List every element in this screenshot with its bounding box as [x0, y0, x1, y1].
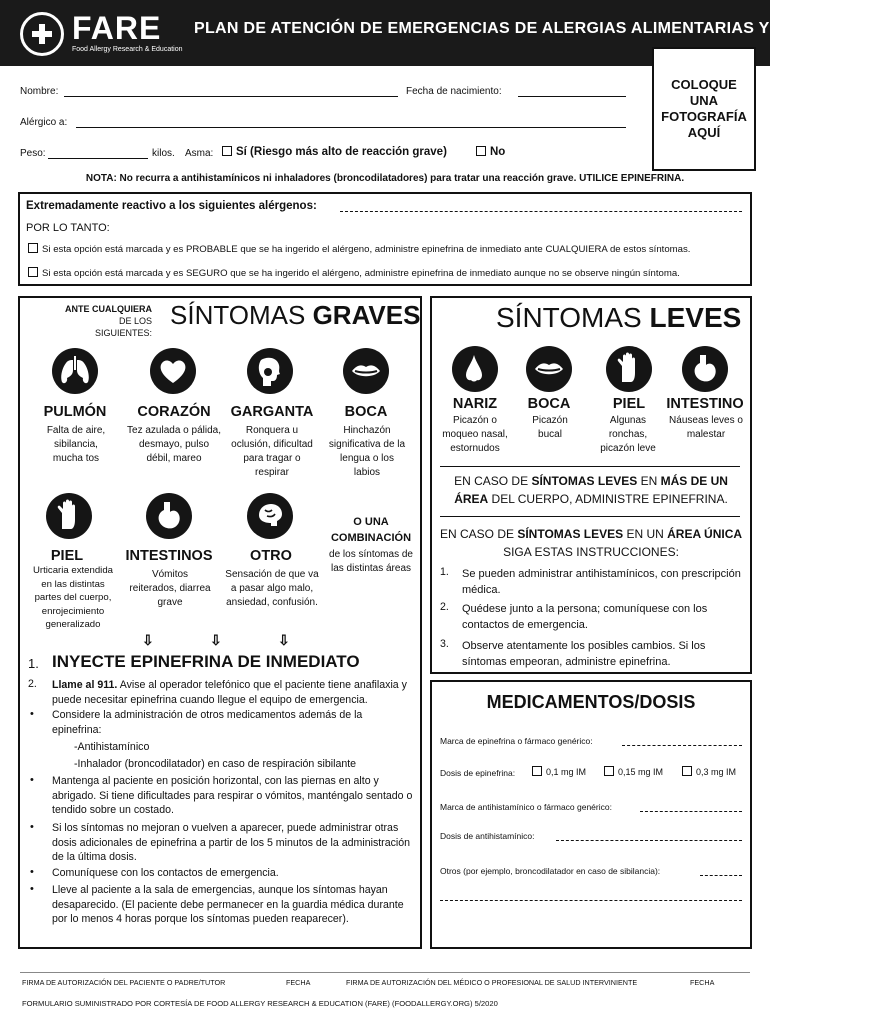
combination-desc: de los síntomas de las distintas áreas [329, 549, 413, 574]
mild-title: SÍNTOMAS LEVES [496, 302, 742, 333]
asthma-yes-option[interactable]: Sí (Riesgo más alto de reacción grave) [222, 146, 447, 158]
mild-step-antihistamine: Se pueden administrar antihistamínicos, con prescripción médica. [462, 568, 741, 596]
option-certain-checkbox[interactable] [28, 267, 38, 277]
other-meds-field[interactable] [700, 875, 742, 876]
combination-heading: O UNA COMBINACIÓN [330, 516, 412, 544]
mouth-icon [526, 346, 572, 392]
name-field[interactable] [64, 96, 398, 97]
allergic-label: Alérgico a: [20, 117, 68, 128]
severe-mouth-desc: Hinchazón significativa de la lengua o los labios [328, 425, 406, 478]
step2-call: Llame al 911. Avise al operador telefónico que el paciente tiene anafilaxia y puede necesitar epinefrina cuando llegue el equipo de emergencia. [52, 679, 407, 706]
arrow-down-icon: ⇩ [142, 632, 154, 648]
bullet-consider: Considere la administración de otros medicamentos además de la epinefrina: [52, 709, 363, 736]
antihist-dose-field[interactable] [556, 840, 742, 841]
antihist-brand-label: Marca de antihistamínico o fármaco genérico: [440, 802, 612, 812]
hand-icon [606, 346, 652, 392]
date-label: FECHA [286, 978, 311, 987]
arrow-down-icon: ⇩ [278, 632, 290, 648]
severe-title: SÍNTOMAS GRAVES [170, 300, 421, 330]
severe-other-desc: Sensación de que va a pasar algo malo, ansiedad, confusión. [225, 569, 319, 608]
epi-brand-field[interactable] [622, 745, 742, 746]
logo-subtitle: Food Allergy Research & Education [72, 46, 183, 53]
allergen-field[interactable] [340, 211, 742, 212]
epi-brand-label: Marca de epinefrina o fármaco genérico: [440, 736, 593, 746]
bullet-dot: • [30, 821, 34, 833]
epi-dose-label: Dosis de epinefrina: [440, 768, 516, 778]
severe-skin-desc: Urticaria extendida en las distintas partes del cuerpo, enrojecimiento generalizado [33, 565, 113, 630]
dose-015-checkbox[interactable] [604, 766, 614, 776]
asthma-no-option[interactable]: No [476, 146, 505, 158]
bullet-position: Mantenga al paciente en posición horizontal, con las piernas en alto y abrigado. Si tiene dificultades para respirar o vómitos, manténgalo sentado o tendido sobre un costado. [52, 775, 413, 816]
mild-nose-desc: Picazón o moqueo nasal, estornudos [442, 415, 508, 454]
severe-heart-name: CORAZÓN [137, 404, 211, 420]
signature-line[interactable] [20, 972, 750, 973]
mild-mouth-desc: Picazón bucal [532, 415, 568, 440]
divider [440, 466, 740, 467]
fare-logo-icon [20, 12, 64, 56]
step1-number: 1. [28, 656, 39, 671]
mild-step-number: 3. [440, 638, 449, 650]
dob-field[interactable] [518, 96, 626, 97]
stomach-icon [682, 346, 728, 392]
mild-single-area-instruction: EN CASO DE SÍNTOMAS LEVES EN UN ÁREA ÚNICA SIGA ESTAS INSTRUCCIONES: [439, 527, 743, 559]
bullet-dot: • [30, 866, 34, 878]
bullet-contacts: Comuníquese con los contactos de emergencia. [52, 867, 279, 879]
dose-option-01[interactable]: 0,1 mg IM [532, 766, 586, 777]
mild-nose-name: NARIZ [452, 396, 498, 412]
severe-gut-name: INTESTINOS [125, 548, 213, 564]
stomach-icon [146, 493, 192, 539]
photo-placeholder[interactable] [652, 47, 756, 171]
divider [440, 516, 740, 517]
doctor-signature-label: FIRMA DE AUTORIZACIÓN DEL MÉDICO O PROFESIONAL DE SALUD INTERVINIENTE [346, 978, 638, 987]
mild-step-observe: Observe atentamente los posibles cambios. Si los síntomas empeoran, administre epinefrina. [462, 640, 706, 668]
lungs-icon [52, 348, 98, 394]
throat-icon [247, 348, 293, 394]
bullet-dot: • [30, 708, 34, 720]
bullet-dot: • [30, 883, 34, 895]
photo-label: COLOQUE UNA FOTOGRAFÍA AQUÍ [661, 77, 747, 140]
option-certain[interactable]: Si esta opción está marcada y es SEGURO que se ha ingerido el alérgeno, administre epinefrina de inmediato aunque no se observe ningún síntoma. [28, 267, 680, 279]
sub-inhaler: -Inhalador (broncodilatador) en caso de respiración sibilante [74, 758, 357, 770]
other-meds-field-line2[interactable] [440, 900, 742, 901]
weight-unit: kilos. [152, 148, 175, 159]
severe-throat-desc: Ronquera u oclusión, dificultad para tragar o respirar [231, 425, 313, 478]
allergic-field[interactable] [76, 127, 626, 128]
heart-icon [150, 348, 196, 394]
mild-step-number: 2. [440, 601, 449, 613]
mild-mouth-name: BOCA [527, 396, 571, 412]
allergen-title: Extremadamente reactivo a los siguientes alérgenos: [26, 200, 317, 212]
step2-number: 2. [28, 678, 37, 690]
mild-step-stay: Quédese junto a la persona; comuníquese con los contactos de emergencia. [462, 603, 708, 631]
weight-label: Peso: [20, 148, 46, 159]
mouth-icon [343, 348, 389, 394]
mild-multi-area-instruction: EN CASO DE SÍNTOMAS LEVES EN MÁS DE UN ÁREA DEL CUERPO, ADMINISTRE EPINEFRINA. [454, 474, 728, 506]
severe-skin-name: PIEL [50, 548, 84, 564]
severe-gut-desc: Vómitos reiterados, diarrea grave [129, 569, 211, 608]
weight-field[interactable] [48, 158, 148, 159]
arrow-down-icon: ⇩ [210, 632, 222, 648]
medications-title: MEDICAMENTOS/DOSIS [486, 692, 696, 712]
page-title: PLAN DE ATENCIÓN DE EMERGENCIAS DE ALERGIAS ALIMENTARIAS Y ANAFILAXIA [194, 20, 873, 37]
name-label: Nombre: [20, 86, 59, 97]
medications-box [430, 680, 752, 949]
option-probable-checkbox[interactable] [28, 243, 38, 253]
sub-antihistamine: -Antihistamínico [74, 741, 150, 753]
antihist-dose-label: Dosis de antihistamínico: [440, 831, 535, 841]
severe-lung-name: PULMÓN [43, 404, 107, 420]
bullet-hospital: Lleve al paciente a la sala de emergencias, aunque los síntomas hayan desaparecido. (El paciente debe permanecer en la guardia médica durante por lo menos 4 horas porque los síntomas pueden reaparecer). [52, 884, 404, 925]
note-text: NOTA: No recurra a antihistamínicos ni inhaladores (broncodilatadores) para tratar una reacción grave. UTILICE EPINEFRINA. [85, 173, 685, 184]
hand-icon [46, 493, 92, 539]
brain-icon [247, 493, 293, 539]
dose-option-03[interactable]: 0,3 mg IM [682, 766, 736, 777]
severe-mouth-name: BOCA [344, 404, 388, 420]
dose-01-checkbox[interactable] [532, 766, 542, 776]
severe-lung-desc: Falta de aire, sibilancia, mucha tos [46, 425, 106, 464]
option-probable[interactable]: Si esta opción está marcada y es PROBABLE que se ha ingerido el alérgeno, administre epinefrina de inmediato ante CUALQUIERA de estos síntomas. [28, 243, 690, 255]
patient-signature-label: FIRMA DE AUTORIZACIÓN DEL PACIENTE O PADRE/TUTOR [22, 978, 226, 987]
severe-pre-label: ANTE CUALQUIERA DE LOS SIGUIENTES: [65, 304, 152, 338]
step1-inject: INYECTE EPINEFRINA DE INMEDIATO [52, 652, 360, 671]
antihist-brand-field[interactable] [640, 811, 742, 812]
dose-03-checkbox[interactable] [682, 766, 692, 776]
bullet-dot: • [30, 774, 34, 786]
therefore-label: POR LO TANTO: [26, 222, 110, 234]
severe-throat-name: GARGANTA [230, 404, 314, 420]
mild-gut-name: INTESTINO [666, 396, 744, 412]
dob-label: Fecha de nacimiento: [406, 86, 502, 97]
mild-gut-desc: Náuseas leves o malestar [669, 415, 743, 440]
asthma-yes-checkbox[interactable] [222, 146, 232, 156]
mild-step-number: 1. [440, 566, 449, 578]
severe-other-name: OTRO [250, 548, 292, 564]
severe-heart-desc: Tez azulada o pálida, desmayo, pulso débil, mareo [127, 425, 221, 464]
dose-option-015[interactable]: 0,15 mg IM [604, 766, 663, 777]
asthma-label: Asma: [185, 148, 214, 159]
courtesy-note: FORMULARIO SUMINISTRADO POR CORTESÍA DE FOOD ALLERGY RESEARCH & EDUCATION (FARE) (FOODALLERGY.ORG) 5/2020 [22, 999, 498, 1008]
nose-icon [452, 346, 498, 392]
bullet-repeat-dose: Si los síntomas no mejoran o vuelven a aparecer, puede administrar otras dosis adicionales de epinefrina a partir de los 5 minutos de la administración de la última dosis. [52, 822, 411, 863]
logo-text: FARE [72, 10, 162, 46]
mild-skin-desc: Algunas ronchas, picazón leve [600, 415, 656, 454]
date-label: FECHA [690, 978, 715, 987]
mild-skin-name: PIEL [612, 396, 646, 412]
other-meds-label: Otros (por ejemplo, broncodilatador en caso de sibilancia): [440, 866, 661, 876]
asthma-no-checkbox[interactable] [476, 146, 486, 156]
